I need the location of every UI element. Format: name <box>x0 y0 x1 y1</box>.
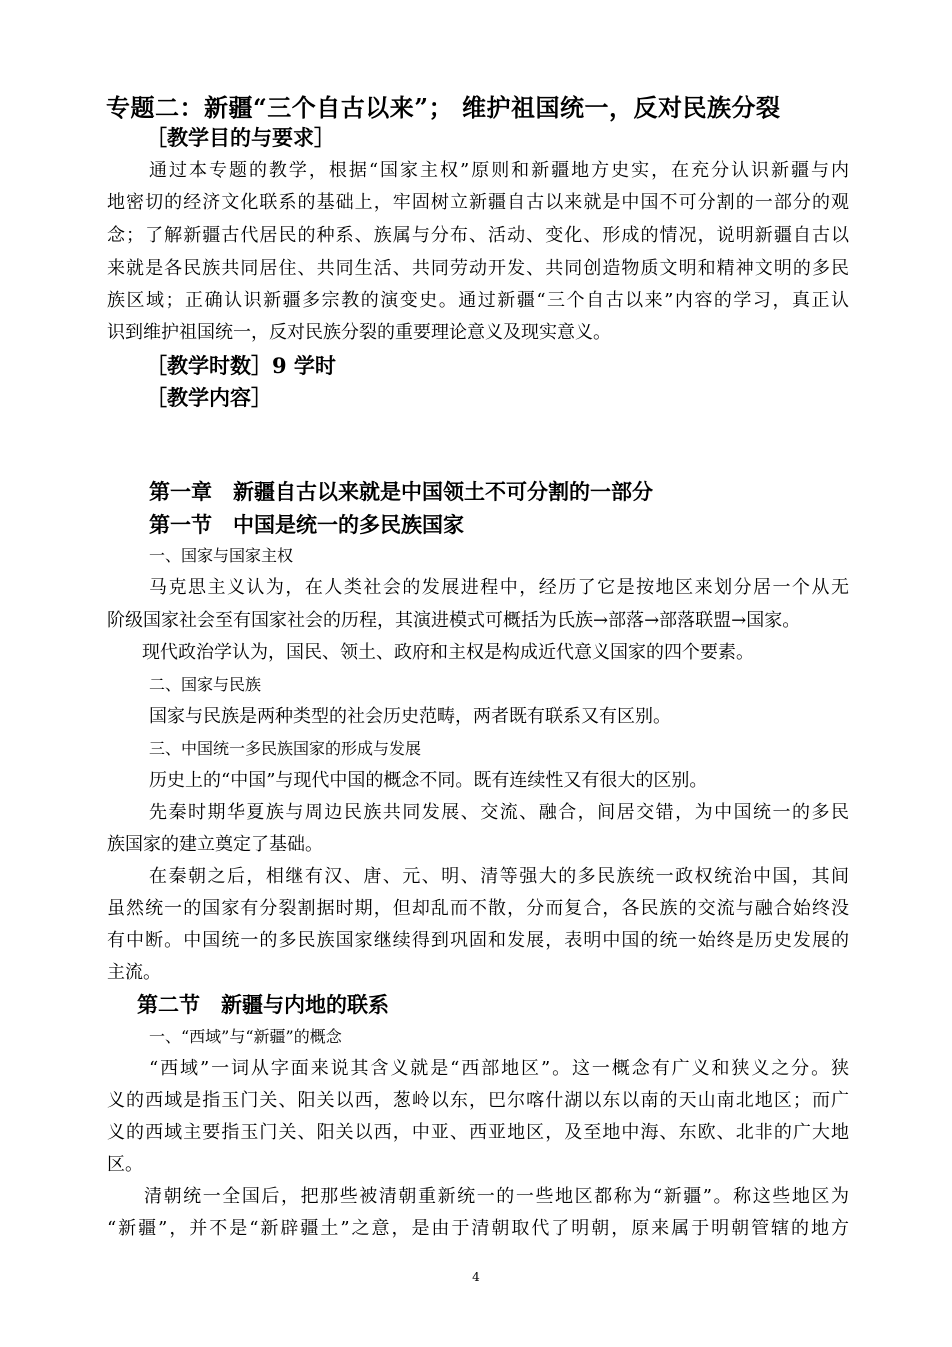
section-1-title: 第一节 中国是统一的多民族国家 <box>149 512 464 537</box>
section-2-subheading-1: 一、“西域”与“新疆”的概念 <box>149 1027 342 1046</box>
section-2-title: 第二节 新疆与内地的联系 <box>137 992 389 1017</box>
goal-line-2: 地密切的经济文化联系的基础上，牢固树立新疆自古以来就是中国不可分割的一部分的观 <box>107 192 849 213</box>
s1-p6-line-4: 主流。 <box>107 962 161 983</box>
s1-p5-line-2: 族国家的建立奠定了基础。 <box>107 834 323 855</box>
page-number: 4 <box>472 1270 480 1284</box>
goal-line-1: 通过本专题的教学，根据“国家主权”原则和新疆地方史实，在充分认识新疆与内 <box>149 160 849 181</box>
s1-p5-line-1: 先秦时期华夏族与周边民族共同发展、交流、融合，间居交错，为中国统一的多民 <box>149 802 849 823</box>
goal-line-6: 识到维护祖国统一，反对民族分裂的重要理论意义及现实意义。 <box>107 322 611 343</box>
s1-p6-line-1: 在秦朝之后，相继有汉、唐、元、明、清等强大的多民族统一政权统治中国，其间 <box>149 866 849 887</box>
goal-line-3: 念；了解新疆古代居民的种系、族属与分布、活动、变化、形成的情况，说明新疆自古以 <box>107 225 849 246</box>
s2-p1-line-3: 义的西域主要指玉门关、阳关以西，中亚、西亚地区，及至地中海、东欧、北非的广大地 <box>107 1122 849 1143</box>
content-heading: ［教学内容］ <box>146 385 272 410</box>
section-1-subheading-2: 二、国家与民族 <box>149 675 262 694</box>
s2-p1-line-4: 区。 <box>107 1154 143 1175</box>
s2-p2-line-2: “新疆”，并不是“新辟疆土”之意，是由于清朝取代了明朝，原来属于明朝管辖的地方 <box>107 1218 849 1239</box>
s1-p1-line-2: 阶级国家社会至有国家社会的历程，其演进模式可概括为氏族→部落→部落联盟→国家。 <box>107 610 801 631</box>
s1-p3: 国家与民族是两种类型的社会历史范畴，两者既有联系又有区别。 <box>149 706 671 727</box>
section-1-subheading-3: 三、中国统一多民族国家的形成与发展 <box>149 739 422 758</box>
document-title: 专题二：新疆“三个自古以来”； 维护祖国统一，反对民族分裂 <box>106 93 781 122</box>
chapter-1-title: 第一章 新疆自古以来就是中国领土不可分割的一部分 <box>149 479 653 504</box>
s2-p2-line-1: 清朝统一全国后，把那些被清朝重新统一的一些地区都称为“新疆”。称这些地区为 <box>144 1186 849 1207</box>
s2-p1-line-1: “西域”一词从字面来说其含义就是“西部地区”。这一概念有广义和狭义之分。狭 <box>149 1058 849 1079</box>
s1-p6-line-3: 有中断。中国统一的多民族国家继续得到巩固和发展，表明中国的统一始终是历史发展的 <box>107 930 849 951</box>
hours-heading: ［教学时数］9 学时 <box>146 353 336 378</box>
section-1-subheading-1: 一、国家与国家主权 <box>149 546 294 565</box>
s1-p6-line-2: 虽然统一的国家有分裂割据时期，但却乱而不散，分而复合，各民族的交流与融合始终没 <box>107 898 849 919</box>
goal-line-4: 来就是各民族共同居住、共同生活、共同劳动开发、共同创造物质文明和精神文明的多民 <box>107 258 849 279</box>
goal-line-5: 族区域；正确认识新疆多宗教的演变史。通过新疆“三个自古以来”内容的学习，真正认 <box>107 290 849 311</box>
goal-heading: ［教学目的与要求］ <box>146 125 335 150</box>
s1-p1-line-1: 马克思主义认为，在人类社会的发展进程中，经历了它是按地区来划分居一个从无 <box>149 577 849 598</box>
s1-p2: 现代政治学认为，国民、领土、政府和主权是构成近代意义国家的四个要素。 <box>142 642 754 663</box>
s1-p4: 历史上的“中国”与现代中国的概念不同。既有连续性又有很大的区别。 <box>149 770 708 791</box>
s2-p1-line-2: 义的西域是指玉门关、阳关以西，葱岭以东，巴尔喀什湖以东以南的天山南北地区；而广 <box>107 1090 849 1111</box>
